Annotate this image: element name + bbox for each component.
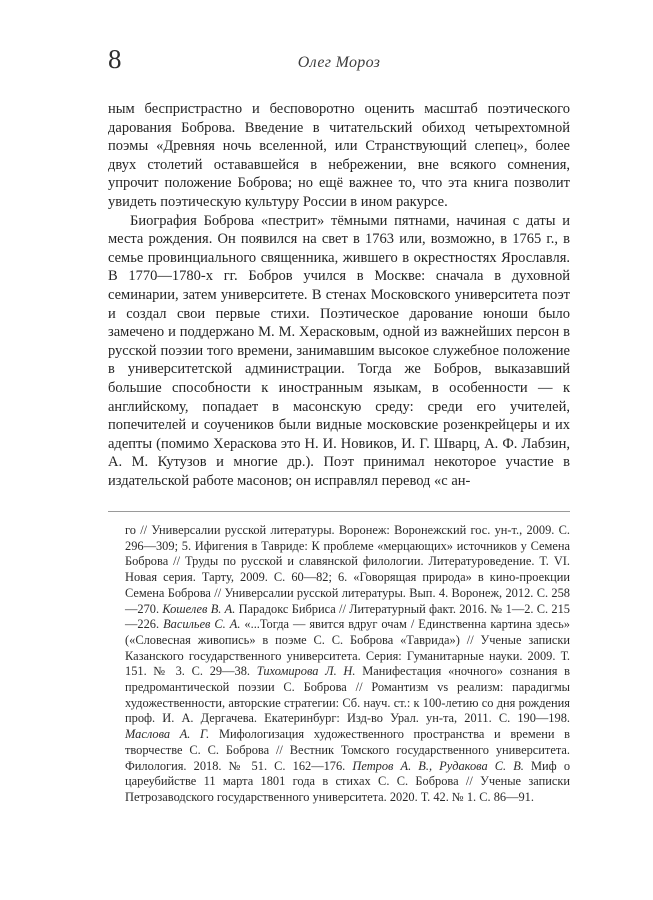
paragraph-biography: Биография Боброва «пестрит» тёмными пятнами, начиная с даты и места рождения. Он появился на свет в 1763 или, возможно, в 1765 г., в семье провинциального священника, жившего в окрестностях Ярославля. В 1770—1780-х гг. Бобров учился в Москве: сначала в духовной семинарии, затем университете. В стенах Московского университета поэт и создал свои первые стихи. Поэтическое дарование юноши было замечено и поддержано М. М. Херасковым, одной из важнейших персон в русской поэзии того времени, занимавшим высокое служебное положение в университетской администрации. Тогда же Бобров, выказавший большие способности к иностранным языкам, в особенности — к английскому, попадает в масонскую среду: среди его учителей, попечителей и соучеников были видные московские розенкрейцеры и их адепты (помимо Хераскова это Н. И. Новиков, И. Г. Шварц, А. Ф. Лабзин, А. М. Кутузов и многие др.). Поэт принимал некоторое участие в издательской работе масонов; он исправлял перевод «с ан- (108, 212, 570, 489)
page-header (108, 44, 570, 78)
footnote-divider (108, 511, 570, 512)
footnote-text: го // Универсалии русской литературы. Воронеж: Воронежский гос. ун-т., 2009. С. 296—309; 5. Ифигения в Тавриде: К проблеме «мерцающих» источников у Семена Боброва // Труды по русской и славянской филологии. Литературоведение. Т. VI. Новая серия. Тарту, 2009. С. 60—82; 6. «Говорящая природа» в кино-проекции Семена Боброва // Универсалии русской литературы. Вып. 4. Воронеж, 2012. С. 258—270. Кошелев В. А. Парадокс Бибриса // Литературный факт. 2016. № 1—2. С. 215—226. Васильев С. А. «...Тогда — явится вдруг очам / Единственна картина здесь» («Словесная живопись» в поэме С. С. Боброва «Таврида») // Ученые записки Казанского государственного университета. Серия: Гуманитарные науки. 2009. Т. 151. № 3. С. 29—38. Тихомирова Л. Н. Манифестация «ночного» сознания в предромантической поэзии С. Боброва // Романтизм vs реализм: парадигмы художественности, авторские стратегии: Сб. науч. ст.: к 100-летию со дня рождения проф. И. А. Дергачева. Екатеринбург: Изд-во Урал. ун-та, 2011. С. 190—198. Маслова А. Г. Мифологизация художественного пространства и времени в творчестве С. С. Боброва // Вестник Томского государственного университета. Филология. 2018. № 51. С. 162—176. Петров А. В., Рудакова С. В. Миф о цареубийстве 11 марта 1801 года в стихах С. С. Боброва // Ученые записки Петрозаводского государственного университета. 2020. Т. 42. № 1. С. 86—91. (125, 523, 571, 804)
running-header-title: Олег Мороз (297, 54, 381, 71)
page-number: 8 (108, 44, 122, 74)
paragraph-continuation: ным беспристрастно и бесповоротно оценить масштаб поэтического дарования Боброва. Введение в читательский обиход четырехтомной поэмы «Древняя ночь вселенной, или Странствующий слепец», более двух столетий остававшейся в небрежении, вне всякого сомнения, упрочит положение Боброва; но ещё важнее то, что эта книга позволит увидеть поэтическую культуру России в ином ракурсе. (108, 101, 570, 210)
footnote-section (108, 511, 570, 806)
body-text (108, 100, 570, 490)
